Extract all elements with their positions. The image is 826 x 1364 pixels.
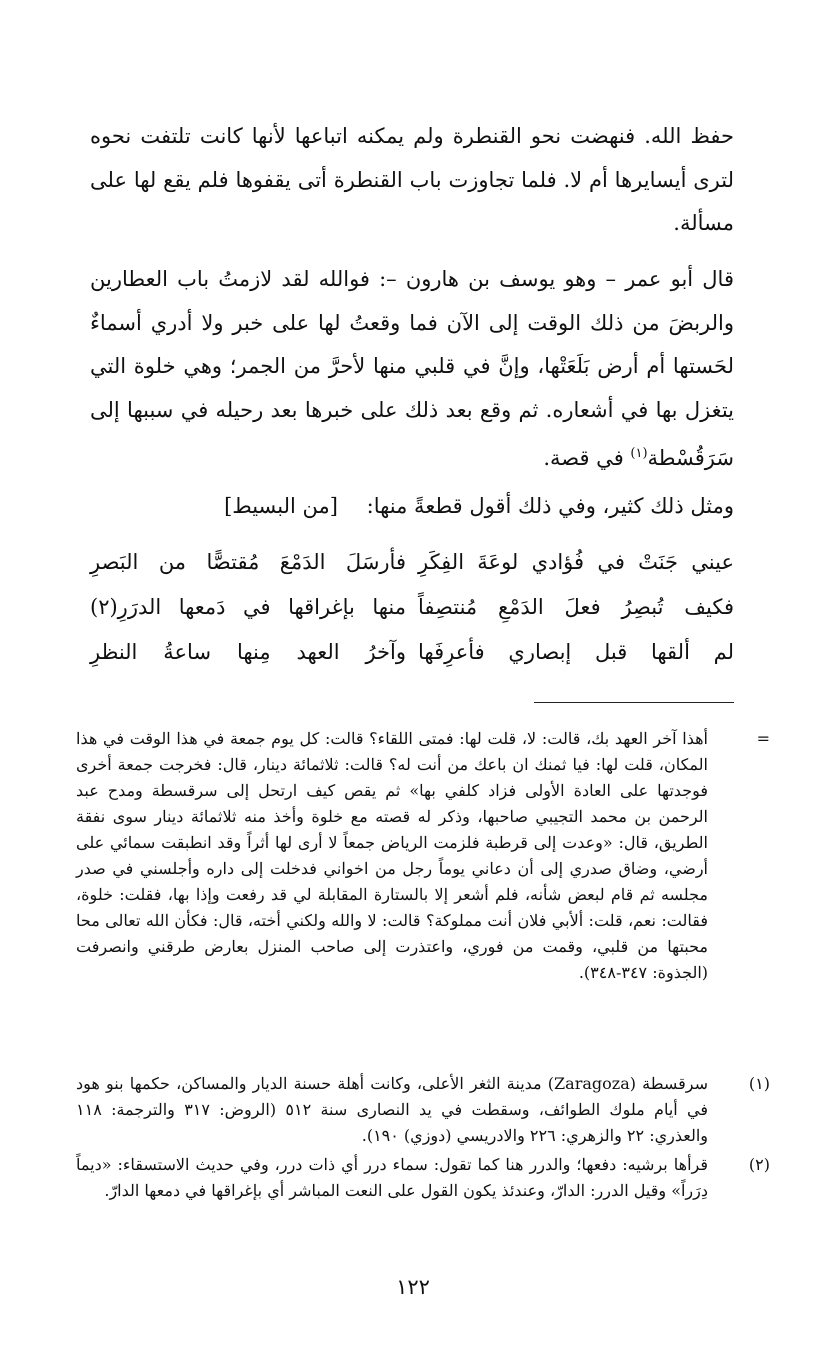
body-paragraph: حفظ الله. فنهضت نحو القنطرة ولم يمكنه اتباعها لأنها كانت تلتفت نحوه لترى أيسايرها أم لا. فلما تجاوزت باب القنطرة أتى يقفوها فلم يقع لها على مسألة. <box>90 124 735 235</box>
footnote-text: سرقسطة (Zaragoza) مدينة الثغر الأعلى، وكانت أهلة حسنة الديار والمساكن، حكمها بنو هود في أيام ملوك الطوائف، وسقطت في يد النصارى سنة ٥١٢ (الروض: ٣١٧ والترجمة: ١١٨ والعذري: ٢٢ والزهري: ٢٢٦ والادريسي (دوزي) ١٩٠). <box>76 1074 709 1145</box>
footnote <box>76 1071 770 1149</box>
body-paragraph <box>90 258 734 481</box>
verse-second-hemistich: وآخرُ العهد مِنها ساعةُ النظرِ <box>90 640 406 664</box>
verse-line <box>90 630 734 675</box>
footnote-marker: = <box>756 729 770 748</box>
verse-first-hemistich: فكيف تُبصِرُ فعلَ الدَمْعِ مُنتصِفاً <box>418 595 734 619</box>
verse-line <box>90 540 734 585</box>
verse-line <box>90 585 734 630</box>
page-number: ١٢٢ <box>396 1275 430 1299</box>
footnote <box>76 1152 770 1204</box>
verse-second-hemistich: منها بإغراقها في دَمعها الدرَرِ(٢) <box>90 595 406 619</box>
verse-intro <box>90 485 734 528</box>
body-paragraph-text: قال أبو عمر – وهو يوسف بن هارون –: فوالله لقد لازمتُ باب العطارين والربضَ من ذلك الوقت إلى الآن فما وقعتُ لها على خبر ولا أدري أسماءٌ لحَستها أم أرض بَلَعَتْها، وإنَّ في قلبي منها لأحرَّ من الجمر؛ وهي خلوة التي يتغزل بها في أشعاره. ثم وقع بعد ذلك على خبرها بعد رحيله في سببها إلى سَرَقُسْطة <box>90 267 734 470</box>
verse-first-hemistich: عيني جَنَتْ في فُؤادي لوعَةَ الفِكَرِ <box>418 550 734 574</box>
footnote-text: أهذا آخر العهد بك، قالت: لا، قلت لها: فمتى اللقاء؟ قالت: كل يوم جمعة في هذا الوقت في هذا المكان، قلت لها: فيا ثمنك ان باعك من أنت له؟ قالت: ثلاثمائة دينار، قال: فخرجت جمعة أخرى فوجدتها على العادة الأولى فزاد كلفي بها» ثم يقص كيف ارتحل إلى سرقسطة ومدح عبد الرحمن بن محمد التجيبي صاحبها، وذكر له قصته مع خلوة وأخذ منه ثلاثمائة دينار سوى نفقة الطريق، قال: «وعدت إلى قرطبة فلزمت الرياض جمعاً لا أرى لها أثراً وقد انطبقت سمائي على أرضي، وضاق صدري إلى أن دعاني يوماً رجل من اخواني فدخلت إلى داره وأجلسني في صدر مجلسه ثم قام لبعض شأنه، فلم أشعر إلا بالستارة المقابلة لي قد رفعت وإذا بها، فقلت: خلوة، فقالت: نعم، قلت: ألأبي فلان أنت مملوكة؟ قالت: لا والله ولكني أخته، قال: فكأن الله تعالى محا محبتها من قلبي، وقمت من فوري، واعتذرت إلى صاحب المنزل بعارض طرقني وانصرفت (الجذوة: ٣٤٧-٣٤٨). <box>76 729 709 982</box>
footnote-text: قرأها برشيه: دفعها؛ والدرر هنا كما تقول: سماء درر أي ذات درر، وفي حديث الاستسقاء: «ديماً دِرَراً» وقيل الدرر: الدارّ، وعندئذ يكون القول على النعت المباشر أي بإغراقها في دمعها الدارّ. <box>76 1155 708 1200</box>
verse-second-hemistich: فأرسَلَ الدَمْعَ مُقتصًّا من البَصرِ <box>90 550 406 574</box>
verse-intro-text: ومثل ذلك كثير، وفي ذلك أقول قطعةً منها: <box>366 494 734 518</box>
footnote-marker: (٢) <box>748 1155 770 1174</box>
poem <box>90 540 734 675</box>
verse-first-hemistich: لم ألقها قبل إبصاري فأعرِفَها <box>418 640 734 664</box>
footnote-marker: (١) <box>748 1074 770 1093</box>
body-paragraph-tail: في قصة. <box>543 446 631 470</box>
meter-label: [من البسيط] <box>224 494 338 518</box>
footnote <box>76 726 770 986</box>
footnote-reference: (١) <box>630 446 648 461</box>
footnote-separator <box>534 702 734 703</box>
